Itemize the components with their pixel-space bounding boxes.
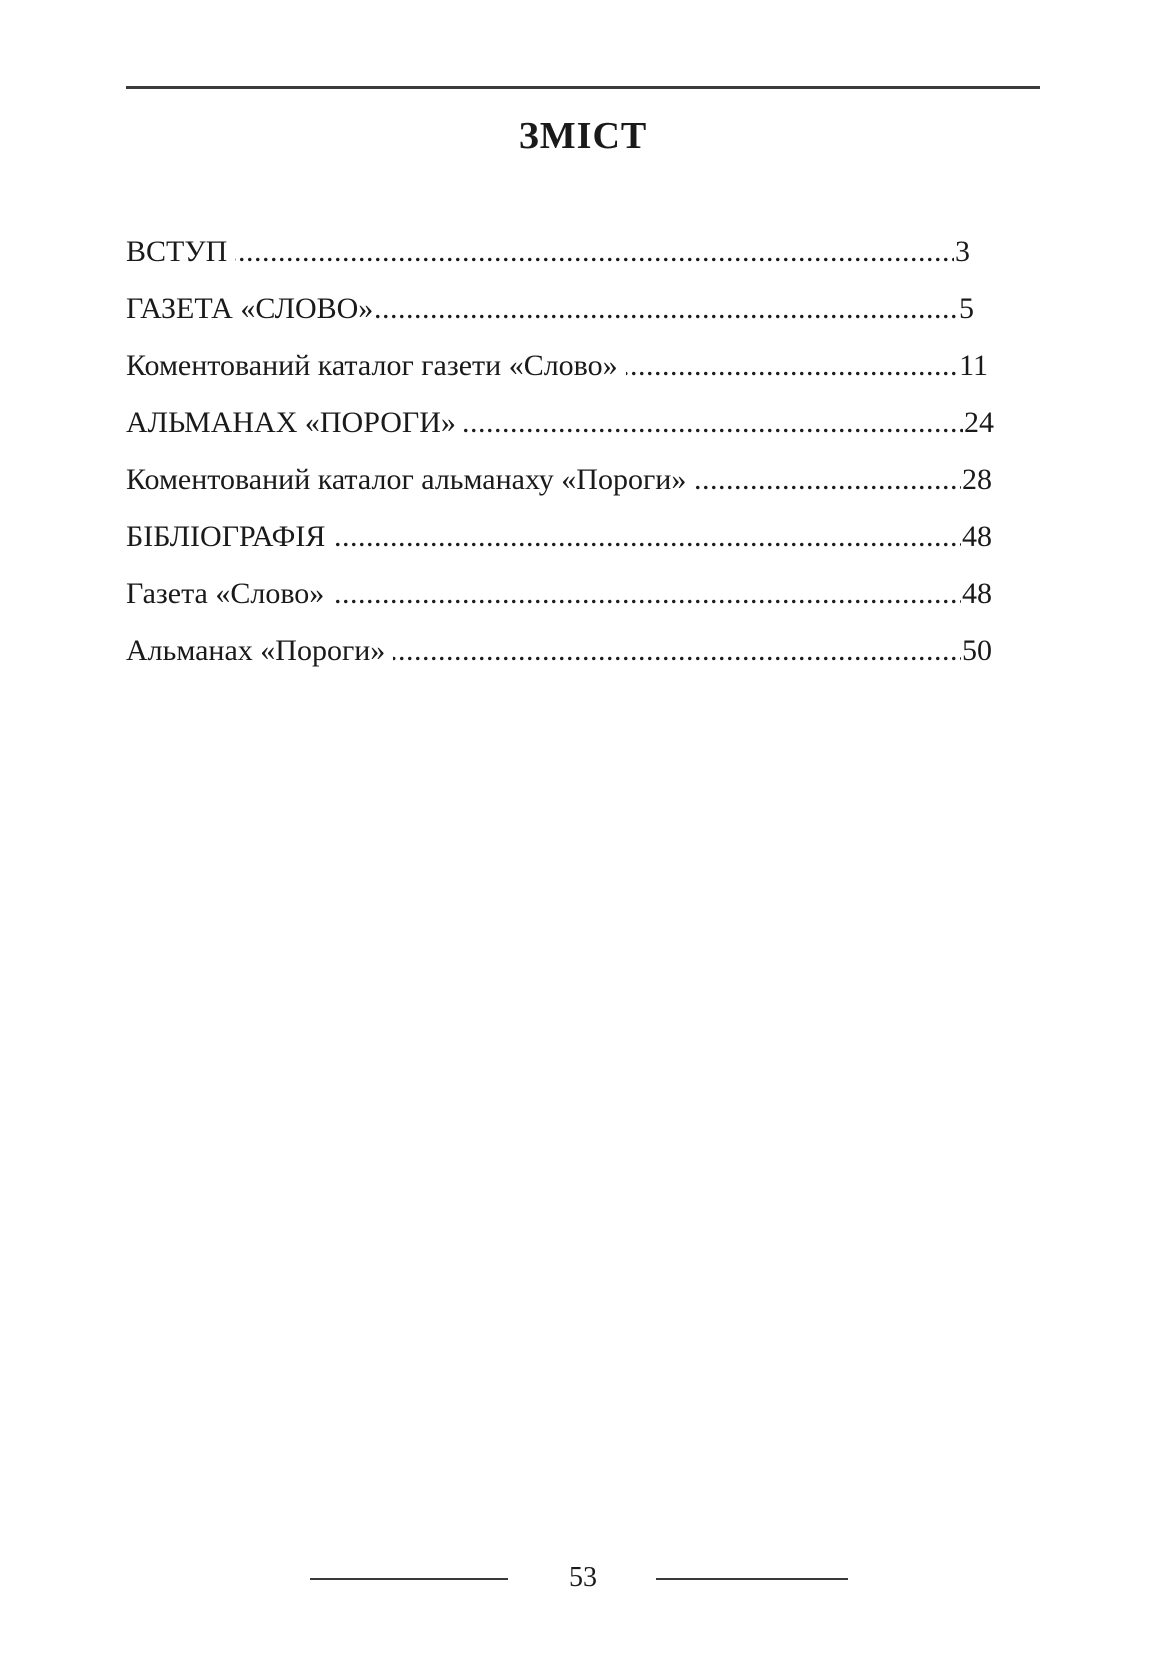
toc-entry-bib-slovo[interactable] (126, 574, 992, 614)
toc-leader (126, 232, 970, 272)
toc-entry-slovo[interactable] (126, 289, 974, 329)
footer-rule-right (656, 1578, 848, 1580)
toc-entry-slovo-catalog[interactable] (126, 346, 988, 386)
toc-entry-bib-porohy[interactable] (126, 631, 992, 671)
toc-entry-porohy-catalog[interactable] (126, 460, 992, 500)
toc-entry-page: 48 (961, 517, 992, 557)
toc-entry-label: Коментований каталог газети «Слово» (126, 349, 626, 382)
page-title: ЗМІСТ (518, 115, 648, 157)
toc-entry-label: БІБЛІОГРАФІЯ (126, 520, 333, 553)
toc-entry-porohy[interactable] (126, 403, 994, 443)
toc-entry-page: 3 (954, 232, 970, 272)
toc-entry-page: 5 (958, 289, 974, 329)
toc-entry-label: ВСТУП (126, 235, 235, 268)
toc-entry-label: ГАЗЕТА «СЛОВО» (126, 292, 374, 325)
footer-rule-left (310, 1578, 508, 1580)
toc-entry-intro[interactable] (126, 232, 970, 272)
page-number: 53 (569, 1562, 597, 1593)
toc-entry-page: 11 (958, 346, 988, 386)
toc-entry-label: Коментований каталог альманаху «Пороги» (126, 463, 694, 496)
toc-entry-page: 28 (961, 460, 992, 500)
toc-entry-label: АЛЬМАНАХ «ПОРОГИ» (126, 406, 464, 439)
toc-entry-page: 24 (963, 403, 994, 443)
toc-entry-label: Альманах «Пороги» (126, 634, 393, 667)
toc-entry-label: Газета «Слово» (126, 577, 332, 610)
toc-entry-page: 48 (961, 574, 992, 614)
top-rule (126, 86, 1040, 89)
toc-entry-bibliography[interactable] (126, 517, 992, 557)
toc-entry-page: 50 (961, 631, 992, 671)
